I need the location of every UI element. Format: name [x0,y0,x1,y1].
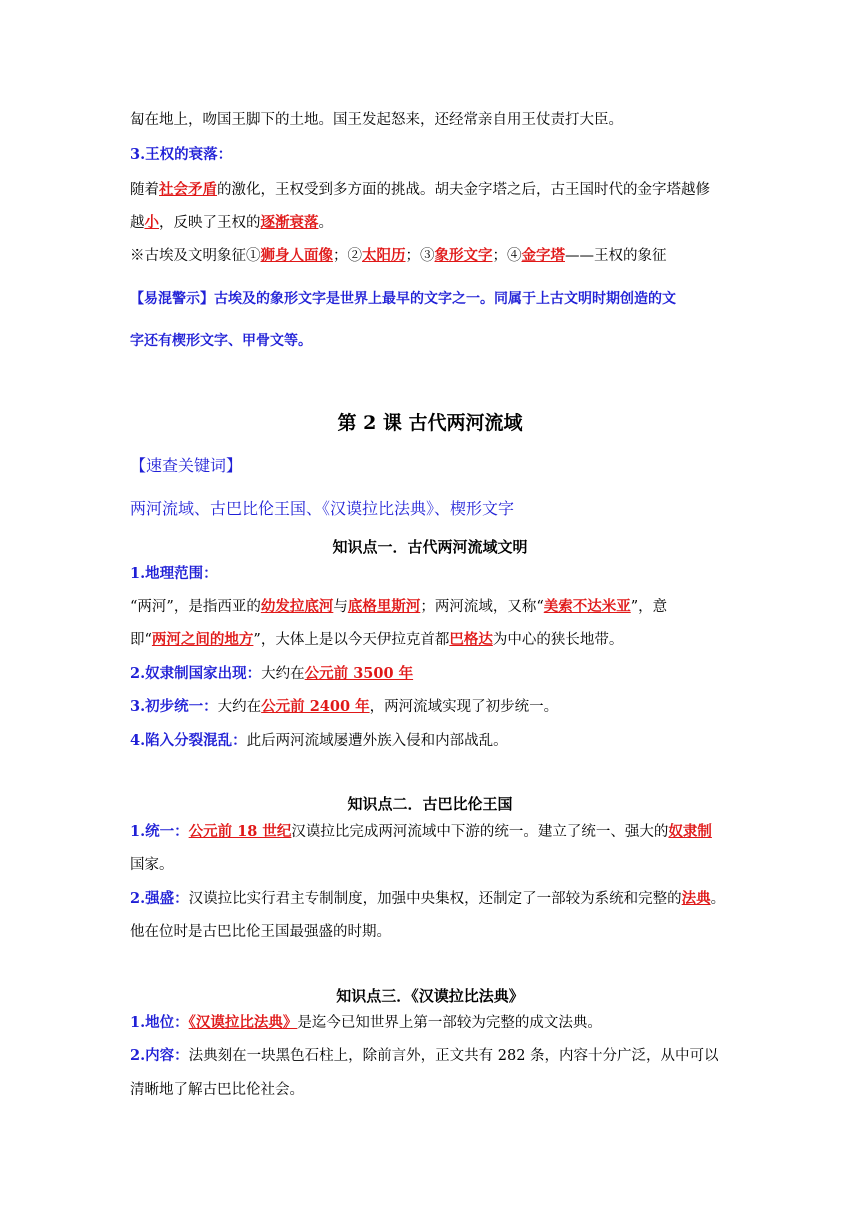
keyword: 奴隶制 [668,823,712,840]
keyword: 太阳历 [362,247,406,264]
paragraph-line: 2.强盛：汉谟拉比实行君主专制制度，加强中央集权，还制定了一部较为系统和完整的法典。 [130,890,726,907]
keyword: 小 [144,214,159,231]
paragraph-line: 2.奴隶制国家出现：大约在公元前 3500 年 [130,665,414,682]
paragraph-line: 4.陷入分裂混乱：此后两河流域屡遭外族入侵和内部战乱。 [130,732,508,749]
keywords-heading: 【速查关键词】 [130,456,243,475]
keywords-list: 两河流域、古巴比伦王国、《汉谟拉比法典》、楔形文字 [130,499,515,518]
symbols-line: ※古埃及文明象征①狮身人面像；②太阳历；③象形文字；④金字塔——王权的象征 [130,247,667,264]
keyword: 底格里斯河 [347,598,421,615]
keyword: 逐渐衰落 [260,214,319,231]
lesson-title: 第 2 课 古代两河流域 [337,412,523,434]
keyword: 象形文字 [434,247,493,264]
paragraph-line: “两河”，是指西亚的幼发拉底河与底格里斯河；两河流域，又称“美索不达米亚”，意 [130,598,668,615]
keyword: 社会矛盾 [159,181,217,198]
paragraph-line: 1.统一：公元前 18 世纪汉谟拉比完成两河流域中下游的统一。建立了统一、强大的奴隶制 [130,823,712,840]
kp3-title: 知识点三．《汉谟拉比法典》 [336,987,524,1005]
subheading-geo: 1.地理范围： [130,565,218,582]
keyword: 幼发拉底河 [260,598,334,615]
keyword: 美索不达米亚 [543,598,631,615]
keyword: 狮身人面像 [260,247,333,264]
keyword: 《汉谟拉比法典》 [188,1014,298,1031]
keyword: 法典 [681,890,711,907]
keyword: 两河之间的地方 [151,631,254,648]
keyword: 巴格达 [449,631,493,648]
kp1-title: 知识点一．古代两河流域文明 [332,538,528,556]
paragraph-line: 2.内容：法典刻在一块黑色石柱上，除前言外，正文共有 282 条，内容十分广泛，从中可以 [130,1047,719,1064]
paragraph-line: 3.初步统一：大约在公元前 2400 年，两河流域实现了初步统一。 [130,698,559,715]
keyword: 公元前 3500 年 [304,665,414,682]
paragraph-line: 越小，反映了王权的逐渐衰落。 [130,214,333,231]
paragraph-line: 随着社会矛盾的激化，王权受到多方面的挑战。胡夫金字塔之后，古王国时代的金字塔越修 [130,181,710,198]
paragraph-line: 国家。 [130,857,174,873]
keyword: 公元前 18 世纪 [188,823,292,840]
paragraph-line: 1.地位：《汉谟拉比法典》是迄今已知世界上第一部较为完整的成文法典。 [130,1014,602,1031]
paragraph-line: 匐在地上，吻国王脚下的土地。国王发起怒来，还经常亲自用王仗责打大臣。 [130,112,623,128]
keyword: 金字塔 [521,247,565,264]
keyword: 公元前 2400 年 [261,698,370,715]
subheading-decline: 3.王权的衰落： [130,146,233,163]
kp2-title: 知识点二．古巴比伦王国 [347,795,513,813]
warning-line: 字还有楔形文字、甲骨文等。 [130,333,312,349]
paragraph-line: 即“两河之间的地方”，大体上是以今天伊拉克首都巴格达为中心的狭长地带。 [130,631,624,648]
paragraph-line: 清晰地了解古巴比伦社会。 [130,1082,304,1098]
paragraph-line: 他在位时是古巴比伦王国最强盛的时期。 [130,924,391,940]
warning-line: 【易混警示】古埃及的象形文字是世界上最早的文字之一。同属于上古文明时期创造的文 [130,291,676,307]
